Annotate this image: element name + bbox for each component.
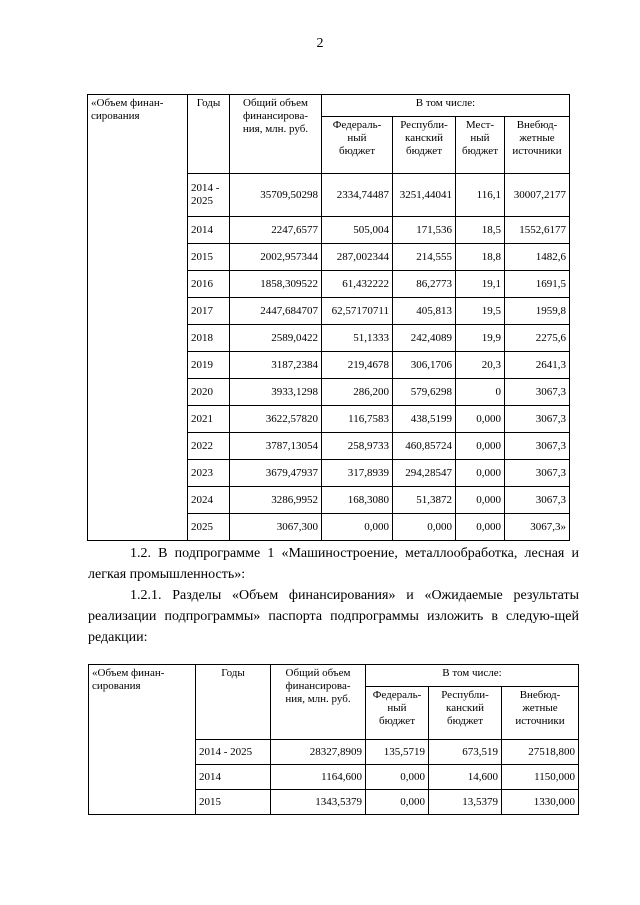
- cell-local: 0,000: [456, 460, 505, 487]
- paragraph-1-2: 1.2. В подпрограмме 1 «Машиностроение, металлообработка, лесная и легкая промышленность»:: [88, 546, 579, 582]
- cell-total: 2447,684707: [230, 298, 322, 325]
- cell-year: 2015: [188, 244, 230, 271]
- header-years: Годы: [188, 95, 230, 174]
- cell-total: 3933,1298: [230, 379, 322, 406]
- header-total: Общий объем финансирова- ния, млн. руб.: [230, 95, 322, 174]
- cell-federal: 286,200: [322, 379, 393, 406]
- cell-year: 2023: [188, 460, 230, 487]
- cell-republic: 214,555: [393, 244, 456, 271]
- cell-offbudget: 1691,5: [505, 271, 570, 298]
- header-including: В том числе:: [322, 95, 570, 117]
- header-offbudget: Внебюд- жетные источники: [505, 117, 570, 174]
- cell-republic: 0,000: [393, 514, 456, 541]
- header-federal: Федераль- ный бюджет: [366, 687, 429, 740]
- cell-local: 18,5: [456, 217, 505, 244]
- cell-offbudget: 1482,6: [505, 244, 570, 271]
- cell-republic: 3251,44041: [393, 174, 456, 217]
- cell-total: 3067,300: [230, 514, 322, 541]
- cell-republic: 673,519: [429, 740, 502, 765]
- cell-federal: 61,432222: [322, 271, 393, 298]
- header-including: В том числе:: [366, 665, 579, 687]
- cell-total: 3787,13054: [230, 433, 322, 460]
- cell-total: 2002,957344: [230, 244, 322, 271]
- cell-federal: 287,002344: [322, 244, 393, 271]
- cell-federal: 258,9733: [322, 433, 393, 460]
- cell-year: 2018: [188, 325, 230, 352]
- cell-local: 0,000: [456, 514, 505, 541]
- amendment-text: [88, 543, 579, 648]
- cell-total: 1164,600: [271, 765, 366, 790]
- cell-year: 2016: [188, 271, 230, 298]
- cell-offbudget: 3067,3: [505, 433, 570, 460]
- cell-offbudget: 27518,800: [502, 740, 579, 765]
- header-years: Годы: [196, 665, 271, 740]
- cell-offbudget: 1150,000: [502, 765, 579, 790]
- cell-total: 2247,6577: [230, 217, 322, 244]
- cell-republic: 579,6298: [393, 379, 456, 406]
- cell-total: 1343,5379: [271, 790, 366, 815]
- paragraph-1-2-1: 1.2.1. Разделы «Объем финансирования» и «Ожидаемые результаты реализации подпрограммы» паспорта подпрограммы изложить в следую-щей редакции:: [88, 588, 579, 645]
- header-federal: Федераль- ный бюджет: [322, 117, 393, 174]
- cell-republic: 294,28547: [393, 460, 456, 487]
- cell-total: 2589,0422: [230, 325, 322, 352]
- cell-local: 18,8: [456, 244, 505, 271]
- cell-offbudget: 3067,3: [505, 460, 570, 487]
- header-republic: Республи- канский бюджет: [429, 687, 502, 740]
- cell-year: 2014 - 2025: [188, 174, 230, 217]
- cell-republic: 14,600: [429, 765, 502, 790]
- cell-republic: 171,536: [393, 217, 456, 244]
- cell-federal: 2334,74487: [322, 174, 393, 217]
- cell-local: 20,3: [456, 352, 505, 379]
- cell-federal: 219,4678: [322, 352, 393, 379]
- cell-local: 0,000: [456, 433, 505, 460]
- cell-offbudget: 1330,000: [502, 790, 579, 815]
- header-local: Мест- ный бюджет: [456, 117, 505, 174]
- page-number: 2: [316, 36, 324, 51]
- cell-total: 28327,8909: [271, 740, 366, 765]
- cell-republic: 405,813: [393, 298, 456, 325]
- header-total: Общий объем финансирова- ния, млн. руб.: [271, 665, 366, 740]
- cell-republic: 242,4089: [393, 325, 456, 352]
- cell-local: 19,1: [456, 271, 505, 298]
- cell-local: 19,5: [456, 298, 505, 325]
- cell-year: 2014: [188, 217, 230, 244]
- cell-offbudget: 1552,6177: [505, 217, 570, 244]
- cell-republic: 460,85724: [393, 433, 456, 460]
- cell-offbudget: 3067,3: [505, 487, 570, 514]
- cell-federal: 135,5719: [366, 740, 429, 765]
- cell-year: 2015: [196, 790, 271, 815]
- cell-federal: 0,000: [366, 790, 429, 815]
- cell-year: 2025: [188, 514, 230, 541]
- cell-federal: 62,57170711: [322, 298, 393, 325]
- cell-federal: 317,8939: [322, 460, 393, 487]
- header-republic: Республи- канский бюджет: [393, 117, 456, 174]
- cell-offbudget: 3067,3: [505, 379, 570, 406]
- cell-year: 2021: [188, 406, 230, 433]
- cell-republic: 306,1706: [393, 352, 456, 379]
- cell-local: 19,9: [456, 325, 505, 352]
- cell-offbudget: 3067,3»: [505, 514, 570, 541]
- funding-table-2: [88, 664, 579, 815]
- cell-federal: 505,004: [322, 217, 393, 244]
- cell-year: 2014 - 2025: [196, 740, 271, 765]
- cell-year: 2022: [188, 433, 230, 460]
- cell-local: 0,000: [456, 487, 505, 514]
- cell-total: 3187,2384: [230, 352, 322, 379]
- cell-offbudget: 2275,6: [505, 325, 570, 352]
- cell-local: 0: [456, 379, 505, 406]
- cell-year: 2017: [188, 298, 230, 325]
- cell-year: 2024: [188, 487, 230, 514]
- cell-republic: 438,5199: [393, 406, 456, 433]
- cell-federal: 116,7583: [322, 406, 393, 433]
- cell-total: 35709,50298: [230, 174, 322, 217]
- section-label: «Объем финан- сирования: [88, 95, 188, 541]
- cell-year: 2014: [196, 765, 271, 790]
- cell-total: 3679,47937: [230, 460, 322, 487]
- section-label: «Объем финан- сирования: [89, 665, 196, 815]
- cell-federal: 168,3080: [322, 487, 393, 514]
- cell-total: 3622,57820: [230, 406, 322, 433]
- cell-federal: 0,000: [322, 514, 393, 541]
- cell-offbudget: 2641,3: [505, 352, 570, 379]
- cell-local: 0,000: [456, 406, 505, 433]
- cell-offbudget: 1959,8: [505, 298, 570, 325]
- cell-federal: 0,000: [366, 765, 429, 790]
- cell-offbudget: 3067,3: [505, 406, 570, 433]
- cell-offbudget: 30007,2177: [505, 174, 570, 217]
- cell-republic: 86,2773: [393, 271, 456, 298]
- cell-year: 2020: [188, 379, 230, 406]
- cell-year: 2019: [188, 352, 230, 379]
- funding-table-1: [87, 94, 570, 541]
- header-offbudget: Внебюд- жетные источники: [502, 687, 579, 740]
- cell-republic: 13,5379: [429, 790, 502, 815]
- cell-local: 116,1: [456, 174, 505, 217]
- cell-federal: 51,1333: [322, 325, 393, 352]
- cell-total: 1858,309522: [230, 271, 322, 298]
- cell-republic: 51,3872: [393, 487, 456, 514]
- cell-total: 3286,9952: [230, 487, 322, 514]
